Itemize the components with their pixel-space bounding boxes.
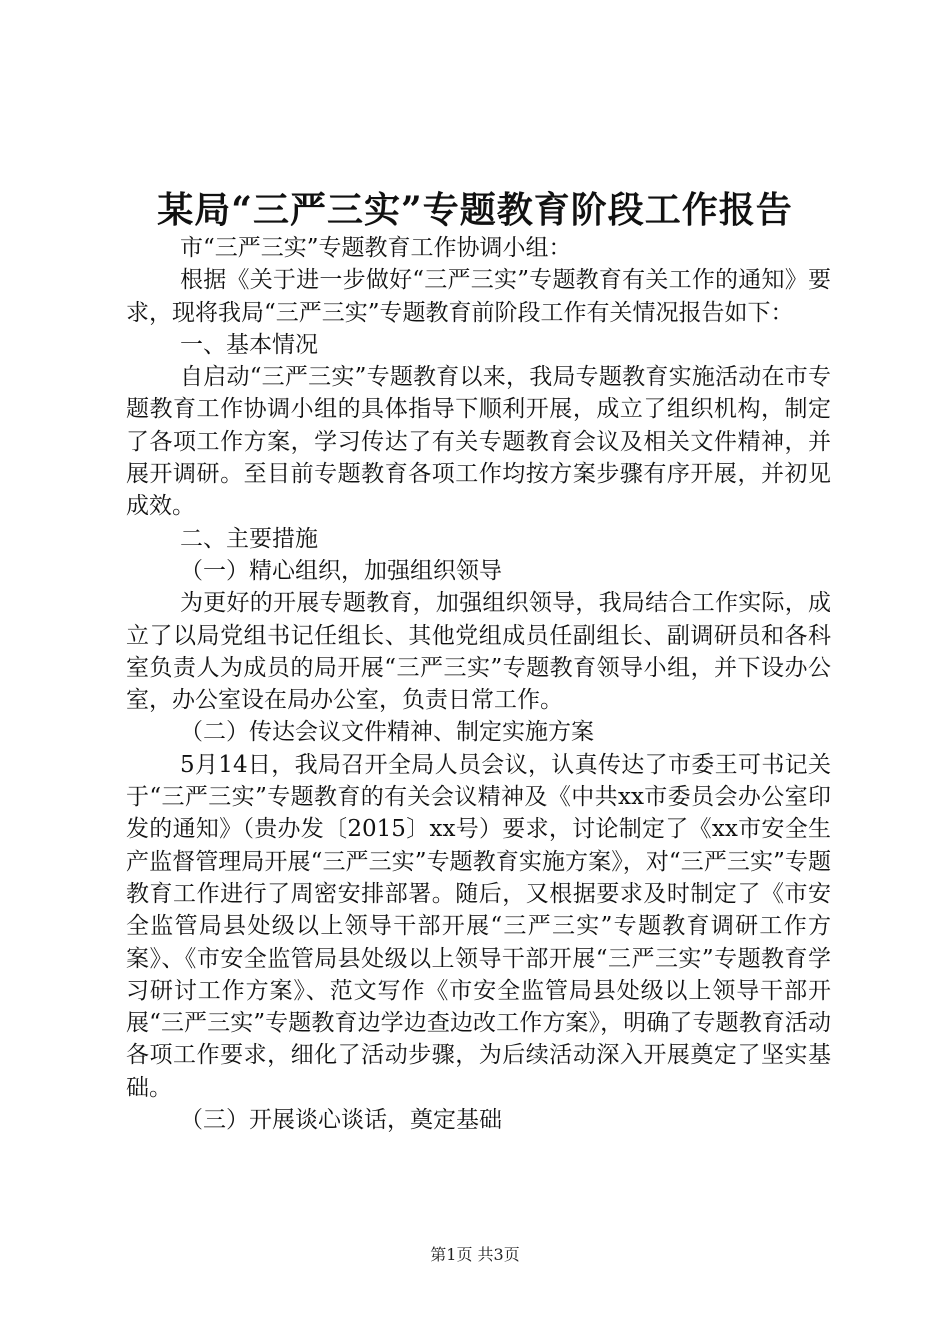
intro-paragraph: 根据《关于进一步做好“三严三实”专题教育有关工作的通知》要求，现将我局“三严三实”专题教育前阶段工作有关情况报告如下： <box>126 267 831 326</box>
subheading-meeting-plans: （二）传达会议文件精神、制定实施方案 <box>180 719 594 746</box>
meeting-plans-paragraph: 5月14日，我局召开全局人员会议，认真传达了市委王可书记关于“三严三实”专题教育的有关会议精神及《中共xx市委员会办公室印发的通知》（贵办发〔2015〕xx号）要求，讨论制定了《xx市安全生产监督管理局开展“三严三实”专题教育实施方案》，对“三严三实”专题教育工作进行了周密安排部署。随后，又根据要求及时制定了《市安全监管局县处级以上领导干部开展“三严三实”专题教育调研工作方案》、《市安全监管局县处级以上领导干部开展“三严三实”专题教育学习研讨工作方案》、范文写作《市安全监管局县处级以上领导干部开展“三严三实”专题教育边学边查边改工作方案》，明确了专题教育活动各项工作要求，细化了活动步骤，为后续活动深入开展奠定了坚实基础。 <box>126 751 831 1101</box>
subheading-heart-to-heart-talks: （三）开展谈心谈话，奠定基础 <box>180 1107 502 1134</box>
basic-situation-paragraph: 自启动“三严三实”专题教育以来，我局专题教育实施活动在市专题教育工作协调小组的具体指导下顺利开展，成立了组织机构，制定了各项工作方案，学习传达了有关专题教育会议及相关文件精神，并展开调研。至目前专题教育各项工作均按方案步骤有序开展，并初见成效。 <box>126 364 831 520</box>
salutation: 市“三严三实”专题教育工作协调小组： <box>180 235 572 261</box>
organization-paragraph: 为更好的开展专题教育，加强组织领导，我局结合工作实际，成立了以局党组书记任组长、其他党组成员任副组长、副调研员和各科室负责人为成员的局开展“三严三实”专题教育领导小组，并下设办公室，办公室设在局办公室，负责日常工作。 <box>126 590 831 714</box>
document-title: 某局“三严三实”专题教育阶段工作报告 <box>157 189 793 231</box>
page-number-footer: 第1页 共3页 <box>430 1245 520 1264</box>
section-heading-basic-situation: 一、基本情况 <box>180 331 318 358</box>
document-body <box>126 232 831 1136</box>
section-heading-main-measures: 二、主要措施 <box>180 525 318 552</box>
subheading-organization: （一）精心组织，加强组织领导 <box>180 557 502 584</box>
